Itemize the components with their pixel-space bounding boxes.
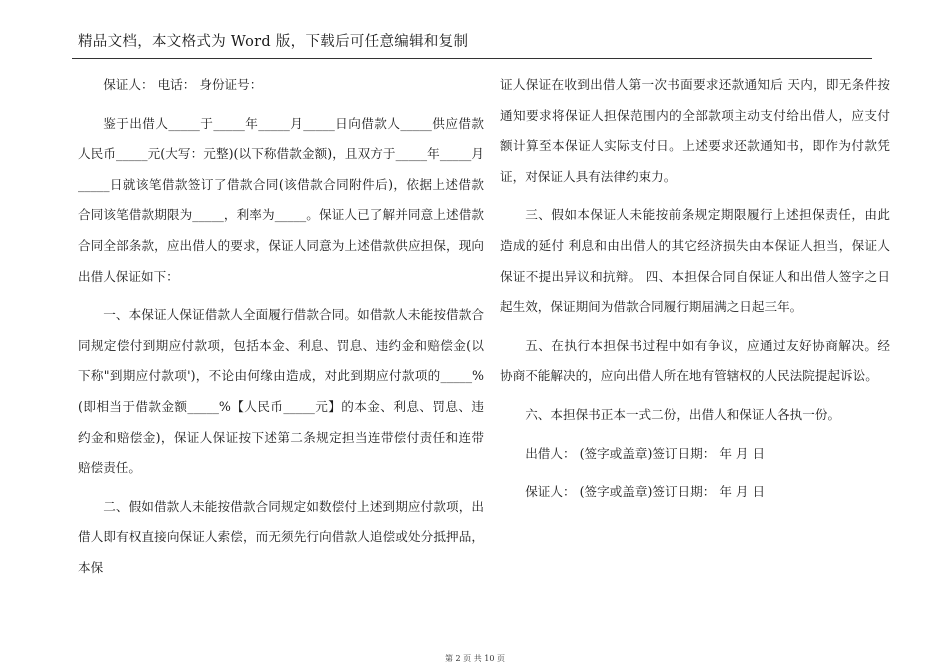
guarantor-signature-line: 保证人： (签字或盖章)签订日期： 年 月 日: [525, 484, 766, 500]
clause-two-paragraph: 二、假如借款人未能按借款合同规定如数偿付上述到期应付款项，出借人即有权直接向保证人索偿，而无须先行向借款人追偿或处分抵押品，本保: [78, 498, 484, 575]
clause-six-paragraph: 六、本担保书正本一式二份，出借人和保证人各执一份。: [525, 406, 841, 422]
header-rule: [72, 58, 872, 59]
page-number: 第 2 页 共 10 页: [445, 654, 505, 663]
clause-two-continued: 证人保证在收到出借人第一次书面要求还款通知后 天内，即无条件按通知要求将保证人担保范围内的全部款项主动支付给出借人，应支付额计算至本保证人实际支付日。上述要求还款通知书，即作为付款凭证，对保证人具有法律约束力。: [500, 77, 890, 184]
guarantor-info-line: 保证人： 电话： 身份证号：: [103, 77, 263, 92]
right-column: [500, 70, 890, 508]
lender-signature-line: 出借人： (签字或盖章)签订日期： 年 月 日: [525, 445, 766, 461]
document-header: 精品文档，本文格式为 Word 版，下载后可任意编辑和复制: [78, 34, 469, 50]
clause-five-paragraph: 五、在执行本担保书过程中如有争议，应通过友好协商解决。经协商不能解决的，应向出借人所在地有管辖权的人民法院提起诉讼。: [500, 337, 890, 384]
clause-one-paragraph: 一、本保证人保证借款人全面履行借款合同。如借款人未能按借款合同规定偿付到期应付款项，包括本金、利息、罚息、违约金和赔偿金(以下称"到期应付款项')，不论由何缘由造成，对此到期应付款项的_____%(即相当于借款金额_____%【人民币_____元】的本金、利息、罚息、违约金和赔偿金)，保证人保证按下述第二条规定担当连带偿付责任和连带赔偿责任。: [78, 307, 484, 476]
clause-three-four-paragraph: 三、假如本保证人未能按前条规定期限履行上述担保责任，由此造成的延付 利息和由出借人的其它经济损失由本保证人担当，保证人保证不提出异议和抗辩。 四、本担保合同自保证人和出借人签字之日起生效，保证期间为借款合同履行期届满之日起三年。: [500, 207, 890, 315]
preamble-paragraph: 鉴于出借人_____于_____年_____月_____日向借款人_____供应借款人民币_____元(大写：元整)(以下称借款金额)，且双方于_____年_____月_____日就该笔借款签订了借款合同(该借款合同附件后)，依据上述借款合同该笔借款期限为_____，利率为_____。保证人已了解并同意上述借款合同全部条款，应出借人的要求，保证人同意为上述借款供应担保，现向出借人保证如下：: [78, 115, 484, 284]
left-column: [78, 70, 484, 584]
